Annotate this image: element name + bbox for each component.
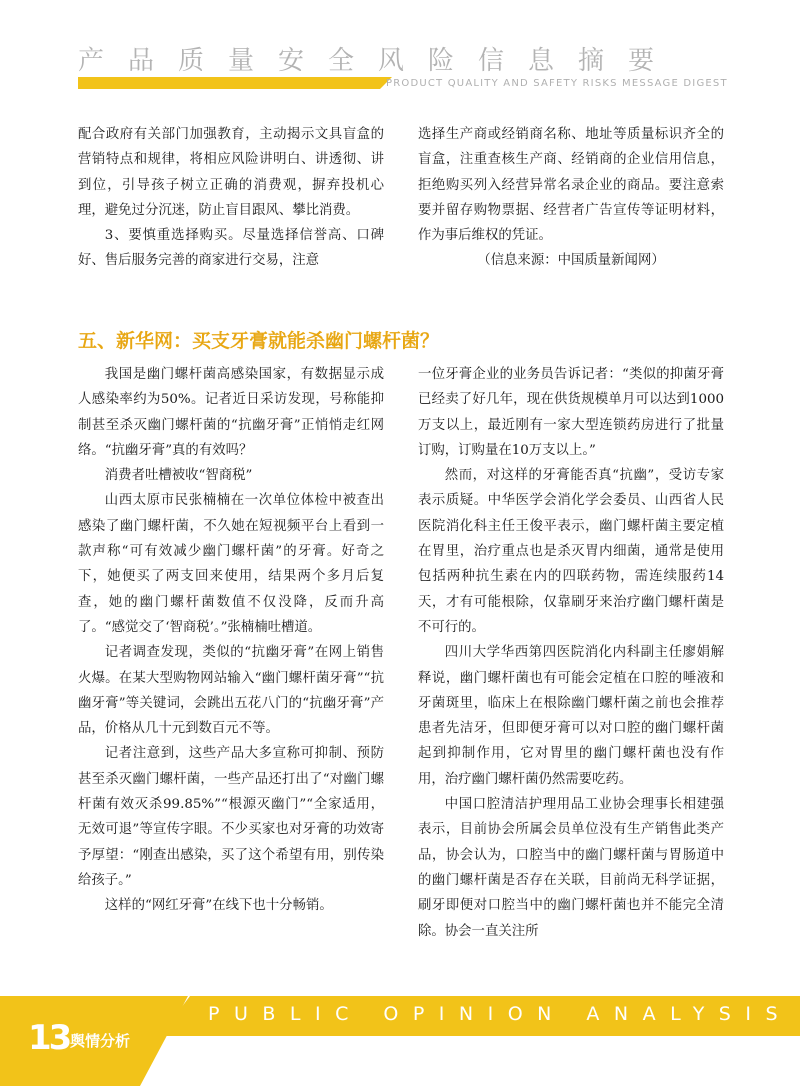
paragraph: 配合政府有关部门加强教育，主动揭示文具盲盒的营销特点和规律，将相应风险讲明白、讲透彻、讲到位，引导孩子树立正确的消费观，摒弃投机心理，避免过分沉迷，防止盲目跟风、攀比消费。 bbox=[78, 127, 384, 218]
paragraph: 我国是幽门螺杆菌高感染国家，有数据显示成人感染率约为50%。记者近日采访发现，号称能抑制甚至杀灭幽门螺杆菌的“抗幽牙膏”正悄悄走红网络。“抗幽牙膏”真的有效吗？ bbox=[78, 367, 384, 458]
paragraph: 四川大学华西第四医院消化内科副主任廖娟解释说，幽门螺杆菌也有可能会定植在口腔的唾液和牙菌斑里，临床上在根除幽门螺杆菌之前也会推荐患者先洁牙，但即便牙膏可以对口腔的幽门螺杆菌起到抑制作用，它对胃里的幽门螺杆菌也没有作用，治疗幽门螺杆菌仍然需要吃药。 bbox=[418, 645, 724, 787]
page-number: 13 bbox=[28, 1018, 70, 1058]
article-heading: 五、新华网：买支牙膏就能杀幽门螺杆菌？ bbox=[78, 330, 440, 352]
paragraph: 这样的“网红牙膏”在线下也十分畅销。 bbox=[104, 898, 333, 914]
paragraph: 山西太原市民张楠楠在一次单位体检中被查出感染了幽门螺杆菌，不久她在短视频平台上看到一款声称“可有效减少幽门螺杆菌”的牙膏。好奇之下，她便买了两支回来使用，结果两个多月后复查，她的幽门螺杆菌数值不仅没降，反而升高了。“感觉交了‘智商税’。”张楠楠吐槽道。 bbox=[78, 493, 384, 635]
paragraph: 记者注意到，这些产品大多宣称可抑制、预防甚至杀灭幽门螺杆菌，一些产品还打出了“对幽门螺杆菌有效灭杀99.85%”“根源灭幽门”“全家适用，无效可退”等宣传字眼。不少买家也对牙膏的功效寄予厚望：“刚查出感染，买了这个希望有用，别传染给孩子。” bbox=[78, 746, 384, 888]
subheading: 消费者吐槽被收“智商税” bbox=[104, 468, 253, 484]
paragraph: 记者调查发现，类似的“抗幽牙膏”在网上销售火爆。在某大型购物网站输入“幽门螺杆菌牙膏”“抗幽牙膏”等关键词，会跳出五花八门的“抗幽牙膏”产品，价格从几十元到数百元不等。 bbox=[78, 645, 384, 737]
paragraph: 中国口腔清洁护理用品工业协会理事长相建强表示，目前协会所属会员单位没有生产销售此类产品，协会认为，口腔当中的幽门螺杆菌与胃肠道中的幽门螺杆菌是否存在关联，目前尚无科学证据，刷牙即便对口腔当中的幽门螺杆菌也并不能完全清除。协会一直关注所 bbox=[418, 797, 724, 939]
paragraph: 然而，对这样的牙膏能否真“抗幽”，受访专家表示质疑。中华医学会消化学会委员、山西省人民医院消化科主任王俊平表示，幽门螺杆菌主要定植在胃里，治疗重点也是杀灭胃内细菌，通常是使用包括两种抗生素在内的四联药物，需连续服药14天，才有可能根除，仅靠刷牙来治疗幽门螺杆菌是不可行的。 bbox=[418, 468, 724, 635]
article-left-column bbox=[78, 362, 384, 919]
header-subtitle-en: PRODUCT QUALITY AND SAFETY RISKS MESSAGE DIGEST bbox=[386, 78, 728, 89]
header-accent-bar bbox=[78, 77, 380, 89]
source-note: （信息来源：中国质量新闻网） bbox=[477, 253, 665, 269]
paragraph: 一位牙膏企业的业务员告诉记者：“类似的抑菌牙膏已经卖了好几年，现在供货规模单月可以达到1000万支以上，最近刚有一家大型连锁药房进行了批量订购，订购量在10万支以上。” bbox=[418, 367, 724, 458]
header-title: 产品质量安全风险信息摘要 bbox=[78, 46, 679, 76]
footer-diagonal bbox=[140, 996, 188, 1086]
footer-title-en: PUBLIC OPINION ANALYSIS bbox=[208, 1003, 793, 1025]
top-left-column bbox=[78, 122, 384, 274]
footer-section-name: 舆情分析 bbox=[70, 1032, 131, 1050]
paragraph: 3、要慎重选择购买。尽量选择信誉高、口碑好、售后服务完善的商家进行交易，注意 bbox=[78, 228, 384, 269]
paragraph: 选择生产商或经销商名称、地址等质量标识齐全的盲盒，注重查核生产商、经销商的企业信用信息，拒绝购买列入经营异常名录企业的商品。要注意索要并留存购物票据、经营者广告宣传等证明材料，作为事后维权的凭证。 bbox=[418, 127, 724, 244]
top-right-column bbox=[418, 122, 724, 274]
article-right-column bbox=[418, 362, 724, 944]
